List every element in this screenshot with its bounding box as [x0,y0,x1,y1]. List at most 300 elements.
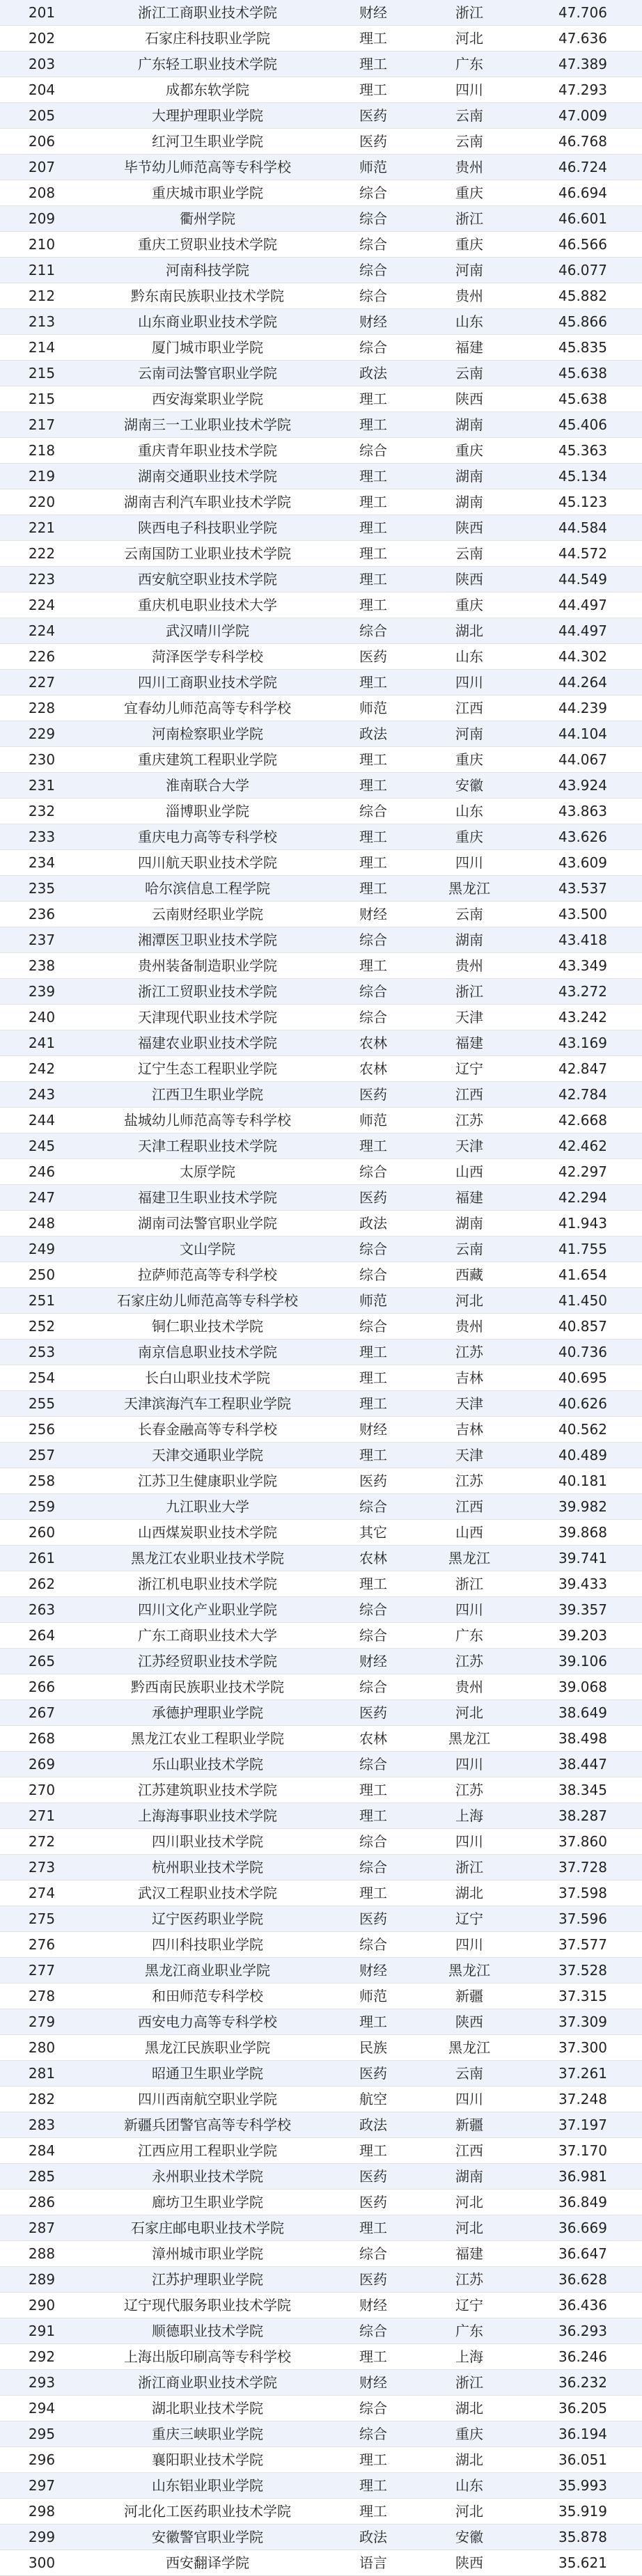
province-cell: 四川 [415,1932,524,1958]
school-type-cell: 医药 [331,1700,415,1726]
table-row [0,2499,642,2524]
table-row [0,1674,642,1700]
school-name-cell: 拉萨师范高等专科学校 [84,1262,331,1288]
school-name-cell: 黑龙江民族职业学院 [84,2035,331,2061]
school-name-cell: 漳州城市职业学院 [84,2241,331,2267]
rank-cell: 227 [0,670,84,696]
table-row [0,1314,642,1340]
province-cell: 河北 [415,2190,524,2215]
rank-cell: 249 [0,1236,84,1262]
school-name-cell: 乐山职业技术学院 [84,1752,331,1777]
table-row [0,2344,642,2370]
score-cell: 38.498 [524,1726,642,1752]
province-cell: 山东 [415,644,524,670]
table-row [0,1829,642,1855]
school-name-cell: 武汉工程职业技术学院 [84,1880,331,1906]
school-name-cell: 云南财经职业学院 [84,902,331,927]
rank-cell: 236 [0,902,84,927]
score-cell: 36.436 [524,2293,642,2318]
school-type-cell: 医药 [331,644,415,670]
province-cell: 湖北 [415,1880,524,1906]
score-cell: 39.357 [524,1597,642,1623]
school-type-cell: 医药 [331,129,415,155]
rank-cell: 279 [0,2009,84,2035]
school-name-cell: 湘潭医卫职业技术学院 [84,927,331,953]
school-name-cell: 武汉晴川学院 [84,618,331,644]
province-cell: 辽宁 [415,1906,524,1932]
rank-cell: 254 [0,1365,84,1391]
province-cell: 黑龙江 [415,1546,524,1571]
score-cell: 35.919 [524,2499,642,2524]
rank-cell: 212 [0,283,84,309]
school-type-cell: 理工 [331,1880,415,1906]
province-cell: 陕西 [415,2550,524,2576]
score-cell: 39.433 [524,1571,642,1597]
rank-cell: 265 [0,1649,84,1674]
table-row [0,283,642,309]
score-cell: 43.863 [524,799,642,824]
school-type-cell: 医药 [331,2164,415,2190]
province-cell: 贵州 [415,1674,524,1700]
school-name-cell: 河南检察职业学院 [84,721,331,747]
rank-cell: 202 [0,26,84,52]
province-cell: 河南 [415,721,524,747]
table-row [0,386,642,412]
school-type-cell: 综合 [331,1494,415,1520]
school-type-cell: 理工 [331,2447,415,2473]
table-row [0,1777,642,1803]
province-cell: 四川 [415,1597,524,1623]
rank-cell: 262 [0,1571,84,1597]
rank-cell: 280 [0,2035,84,2061]
school-name-cell: 哈尔滨信息工程学院 [84,876,331,902]
rank-cell: 261 [0,1546,84,1571]
score-cell: 36.669 [524,2215,642,2241]
school-name-cell: 四川职业技术学院 [84,1829,331,1855]
score-cell: 46.601 [524,206,642,232]
province-cell: 福建 [415,1185,524,1211]
rank-cell: 257 [0,1443,84,1468]
school-type-cell: 政法 [331,2524,415,2550]
rank-cell: 250 [0,1262,84,1288]
score-cell: 40.181 [524,1468,642,1494]
school-name-cell: 新疆兵团警官高等专科学校 [84,2112,331,2138]
school-name-cell: 铜仁职业技术学院 [84,1314,331,1340]
school-type-cell: 医药 [331,2267,415,2293]
school-name-cell: 杭州职业技术学院 [84,1855,331,1880]
school-name-cell: 安徽警官职业学院 [84,2524,331,2550]
province-cell: 黑龙江 [415,1958,524,1984]
school-type-cell: 综合 [331,258,415,283]
province-cell: 云南 [415,541,524,567]
score-cell: 41.755 [524,1236,642,1262]
score-cell: 47.389 [524,52,642,77]
school-type-cell: 理工 [331,2499,415,2524]
school-type-cell: 综合 [331,2241,415,2267]
score-cell: 42.847 [524,1056,642,1082]
rank-cell: 234 [0,850,84,876]
rank-cell: 259 [0,1494,84,1520]
table-row [0,1700,642,1726]
school-name-cell: 浙江商业职业技术学院 [84,2370,331,2396]
province-cell: 陕西 [415,567,524,592]
score-cell: 37.309 [524,2009,642,2035]
score-cell: 45.134 [524,464,642,489]
score-cell: 43.418 [524,927,642,953]
province-cell: 陕西 [415,386,524,412]
table-row [0,1262,642,1288]
school-type-cell: 理工 [331,953,415,979]
school-type-cell: 其它 [331,1520,415,1546]
table-row [0,1984,642,2009]
province-cell: 山东 [415,309,524,335]
school-type-cell: 民族 [331,2035,415,2061]
school-name-cell: 顺德职业技术学院 [84,2318,331,2344]
school-type-cell: 理工 [331,541,415,567]
table-row [0,1417,642,1443]
table-row [0,1211,642,1236]
score-cell: 37.261 [524,2061,642,2087]
province-cell: 陕西 [415,515,524,541]
school-type-cell: 综合 [331,1752,415,1777]
province-cell: 浙江 [415,0,524,26]
school-name-cell: 江西卫生职业学院 [84,1082,331,1108]
rank-cell: 285 [0,2164,84,2190]
rank-cell: 211 [0,258,84,283]
rank-cell: 264 [0,1623,84,1649]
score-cell: 37.300 [524,2035,642,2061]
province-cell: 云南 [415,2061,524,2087]
table-row [0,592,642,618]
school-name-cell: 黑龙江农业工程职业学院 [84,1726,331,1752]
province-cell: 重庆 [415,2421,524,2447]
rank-cell: 238 [0,953,84,979]
table-row [0,1082,642,1108]
school-type-cell: 综合 [331,799,415,824]
rank-cell: 217 [0,412,84,438]
school-name-cell: 文山学院 [84,1236,331,1262]
rank-cell: 283 [0,2112,84,2138]
rank-cell: 291 [0,2318,84,2344]
province-cell: 河北 [415,2499,524,2524]
school-type-cell: 师范 [331,1984,415,2009]
school-type-cell: 综合 [331,1262,415,1288]
province-cell: 上海 [415,2344,524,2370]
score-cell: 38.649 [524,1700,642,1726]
school-type-cell: 医药 [331,1082,415,1108]
rank-cell: 292 [0,2344,84,2370]
score-cell: 36.246 [524,2344,642,2370]
school-type-cell: 航空 [331,2087,415,2112]
school-type-cell: 综合 [331,283,415,309]
school-type-cell: 综合 [331,232,415,258]
school-type-cell: 医药 [331,1468,415,1494]
school-name-cell: 黔东南民族职业技术学院 [84,283,331,309]
table-row [0,2318,642,2344]
rank-cell: 295 [0,2421,84,2447]
school-type-cell: 理工 [331,2138,415,2164]
school-name-cell: 太原学院 [84,1159,331,1185]
table-row [0,824,642,850]
province-cell: 云南 [415,902,524,927]
school-type-cell: 综合 [331,180,415,206]
score-cell: 36.205 [524,2396,642,2421]
table-row [0,1108,642,1133]
table-row [0,1494,642,1520]
table-row [0,541,642,567]
school-type-cell: 农林 [331,1030,415,1056]
school-type-cell: 理工 [331,773,415,799]
score-cell: 37.598 [524,1880,642,1906]
rank-cell: 268 [0,1726,84,1752]
school-name-cell: 盐城幼儿师范高等专科学校 [84,1108,331,1133]
rank-cell: 243 [0,1082,84,1108]
school-name-cell: 河北化工医药职业技术学院 [84,2499,331,2524]
school-name-cell: 福建农业职业技术学院 [84,1030,331,1056]
school-name-cell: 四川科技职业学院 [84,1932,331,1958]
rank-cell: 204 [0,77,84,103]
table-row [0,1468,642,1494]
score-cell: 44.572 [524,541,642,567]
school-name-cell: 南京信息职业技术学院 [84,1340,331,1365]
rank-cell: 269 [0,1752,84,1777]
table-row [0,2241,642,2267]
score-cell: 43.169 [524,1030,642,1056]
rank-cell: 241 [0,1030,84,1056]
score-cell: 39.068 [524,1674,642,1700]
table-row [0,902,642,927]
table-row [0,670,642,696]
school-type-cell: 农林 [331,1056,415,1082]
province-cell: 山东 [415,799,524,824]
school-type-cell: 师范 [331,1288,415,1314]
table-row [0,799,642,824]
rank-cell: 246 [0,1159,84,1185]
school-name-cell: 石家庄幼儿师范高等专科学校 [84,1288,331,1314]
school-name-cell: 成都东软学院 [84,77,331,103]
province-cell: 河北 [415,1288,524,1314]
table-row [0,1056,642,1082]
table-row [0,0,642,26]
table-row [0,103,642,129]
table-row [0,1288,642,1314]
score-cell: 37.728 [524,1855,642,1880]
school-name-cell: 辽宁医药职业学院 [84,1906,331,1932]
school-name-cell: 重庆城市职业学院 [84,180,331,206]
rank-cell: 300 [0,2550,84,2576]
score-cell: 38.345 [524,1777,642,1803]
score-cell: 43.924 [524,773,642,799]
school-type-cell: 理工 [331,386,415,412]
province-cell: 湖南 [415,464,524,489]
table-row [0,1340,642,1365]
province-cell: 湖南 [415,1211,524,1236]
school-name-cell: 西安航空职业技术学院 [84,567,331,592]
province-cell: 云南 [415,1236,524,1262]
school-name-cell: 长春金融高等专科学校 [84,1417,331,1443]
score-cell: 36.194 [524,2421,642,2447]
score-cell: 38.447 [524,1752,642,1777]
table-row [0,2215,642,2241]
school-type-cell: 政法 [331,361,415,386]
school-name-cell: 红河卫生职业学院 [84,129,331,155]
province-cell: 天津 [415,1133,524,1159]
table-row [0,1906,642,1932]
score-cell: 43.272 [524,979,642,1005]
province-cell: 湖南 [415,2164,524,2190]
province-cell: 湖北 [415,2447,524,2473]
province-cell: 河北 [415,26,524,52]
rank-cell: 298 [0,2499,84,2524]
rank-cell: 252 [0,1314,84,1340]
province-cell: 上海 [415,1803,524,1829]
school-type-cell: 综合 [331,618,415,644]
school-name-cell: 云南国防工业职业技术学院 [84,541,331,567]
province-cell: 重庆 [415,747,524,773]
table-row [0,1236,642,1262]
score-cell: 44.549 [524,567,642,592]
school-name-cell: 天津滨海汽车工程职业学院 [84,1391,331,1417]
school-name-cell: 江苏护理职业学院 [84,2267,331,2293]
table-row [0,773,642,799]
rank-cell: 242 [0,1056,84,1082]
rank-cell: 258 [0,1468,84,1494]
province-cell: 湖北 [415,2396,524,2421]
province-cell: 广东 [415,2318,524,2344]
school-type-cell: 医药 [331,1906,415,1932]
province-cell: 四川 [415,670,524,696]
school-type-cell: 理工 [331,1340,415,1365]
score-cell: 35.878 [524,2524,642,2550]
school-name-cell: 菏泽医学专科学校 [84,644,331,670]
rank-cell: 224 [0,618,84,644]
table-row [0,1546,642,1571]
school-name-cell: 云南司法警官职业学院 [84,361,331,386]
table-row [0,1133,642,1159]
school-type-cell: 综合 [331,979,415,1005]
rank-cell: 219 [0,464,84,489]
school-name-cell: 天津交通职业学院 [84,1443,331,1468]
table-row [0,155,642,180]
score-cell: 45.835 [524,335,642,361]
table-row [0,721,642,747]
school-name-cell: 辽宁现代服务职业技术学院 [84,2293,331,2318]
score-cell: 44.239 [524,696,642,721]
school-type-cell: 理工 [331,77,415,103]
school-name-cell: 重庆机电职业技术大学 [84,592,331,618]
table-row [0,412,642,438]
school-name-cell: 上海海事职业技术学院 [84,1803,331,1829]
rank-cell: 289 [0,2267,84,2293]
rank-cell: 228 [0,696,84,721]
school-name-cell: 广东轻工职业技术学院 [84,52,331,77]
province-cell: 山西 [415,1520,524,1546]
table-row [0,1185,642,1211]
school-name-cell: 石家庄邮电职业技术学院 [84,2215,331,2241]
province-cell: 四川 [415,1752,524,1777]
school-name-cell: 黑龙江商业职业学院 [84,1958,331,1984]
school-type-cell: 理工 [331,1803,415,1829]
school-type-cell: 理工 [331,2009,415,2035]
table-row [0,2550,642,2576]
school-type-cell: 综合 [331,2396,415,2421]
province-cell: 安徽 [415,773,524,799]
province-cell: 云南 [415,361,524,386]
score-cell: 37.197 [524,2112,642,2138]
score-cell: 47.009 [524,103,642,129]
province-cell: 西藏 [415,1262,524,1288]
province-cell: 江西 [415,696,524,721]
school-type-cell: 财经 [331,1649,415,1674]
table-row [0,2112,642,2138]
rank-cell: 240 [0,1005,84,1030]
school-type-cell: 医药 [331,2061,415,2087]
rank-cell: 221 [0,515,84,541]
school-name-cell: 山东商业职业技术学院 [84,309,331,335]
province-cell: 福建 [415,2241,524,2267]
score-cell: 44.302 [524,644,642,670]
school-type-cell: 理工 [331,489,415,515]
table-row [0,1752,642,1777]
score-cell: 44.497 [524,618,642,644]
rank-cell: 278 [0,1984,84,2009]
school-name-cell: 承德护理职业学院 [84,1700,331,1726]
score-cell: 44.104 [524,721,642,747]
score-cell: 45.638 [524,361,642,386]
school-name-cell: 毕节幼儿师范高等专科学校 [84,155,331,180]
table-row [0,180,642,206]
score-cell: 40.489 [524,1443,642,1468]
province-cell: 重庆 [415,592,524,618]
table-row [0,618,642,644]
school-name-cell: 西安翻译学院 [84,2550,331,2576]
rank-cell: 282 [0,2087,84,2112]
province-cell: 河北 [415,1700,524,1726]
table-row [0,1855,642,1880]
score-cell: 43.609 [524,850,642,876]
province-cell: 江西 [415,2138,524,2164]
score-cell: 40.736 [524,1340,642,1365]
school-name-cell: 襄阳职业技术学院 [84,2447,331,2473]
rank-cell: 274 [0,1880,84,1906]
school-type-cell: 综合 [331,1932,415,1958]
school-type-cell: 财经 [331,309,415,335]
score-cell: 39.203 [524,1623,642,1649]
school-type-cell: 财经 [331,902,415,927]
score-cell: 37.528 [524,1958,642,1984]
rank-cell: 248 [0,1211,84,1236]
school-name-cell: 厦门城市职业学院 [84,335,331,361]
table-row [0,1597,642,1623]
table-row [0,335,642,361]
score-cell: 42.297 [524,1159,642,1185]
score-cell: 46.768 [524,129,642,155]
table-row [0,953,642,979]
rank-cell: 229 [0,721,84,747]
school-name-cell: 陕西电子科技职业学院 [84,515,331,541]
school-type-cell: 理工 [331,747,415,773]
province-cell: 江西 [415,1494,524,1520]
rank-cell: 297 [0,2473,84,2499]
province-cell: 贵州 [415,283,524,309]
table-row [0,1803,642,1829]
table-row [0,52,642,77]
school-type-cell: 师范 [331,155,415,180]
school-type-cell: 理工 [331,592,415,618]
rank-cell: 255 [0,1391,84,1417]
school-name-cell: 江苏经贸职业技术学院 [84,1649,331,1674]
score-cell: 38.287 [524,1803,642,1829]
